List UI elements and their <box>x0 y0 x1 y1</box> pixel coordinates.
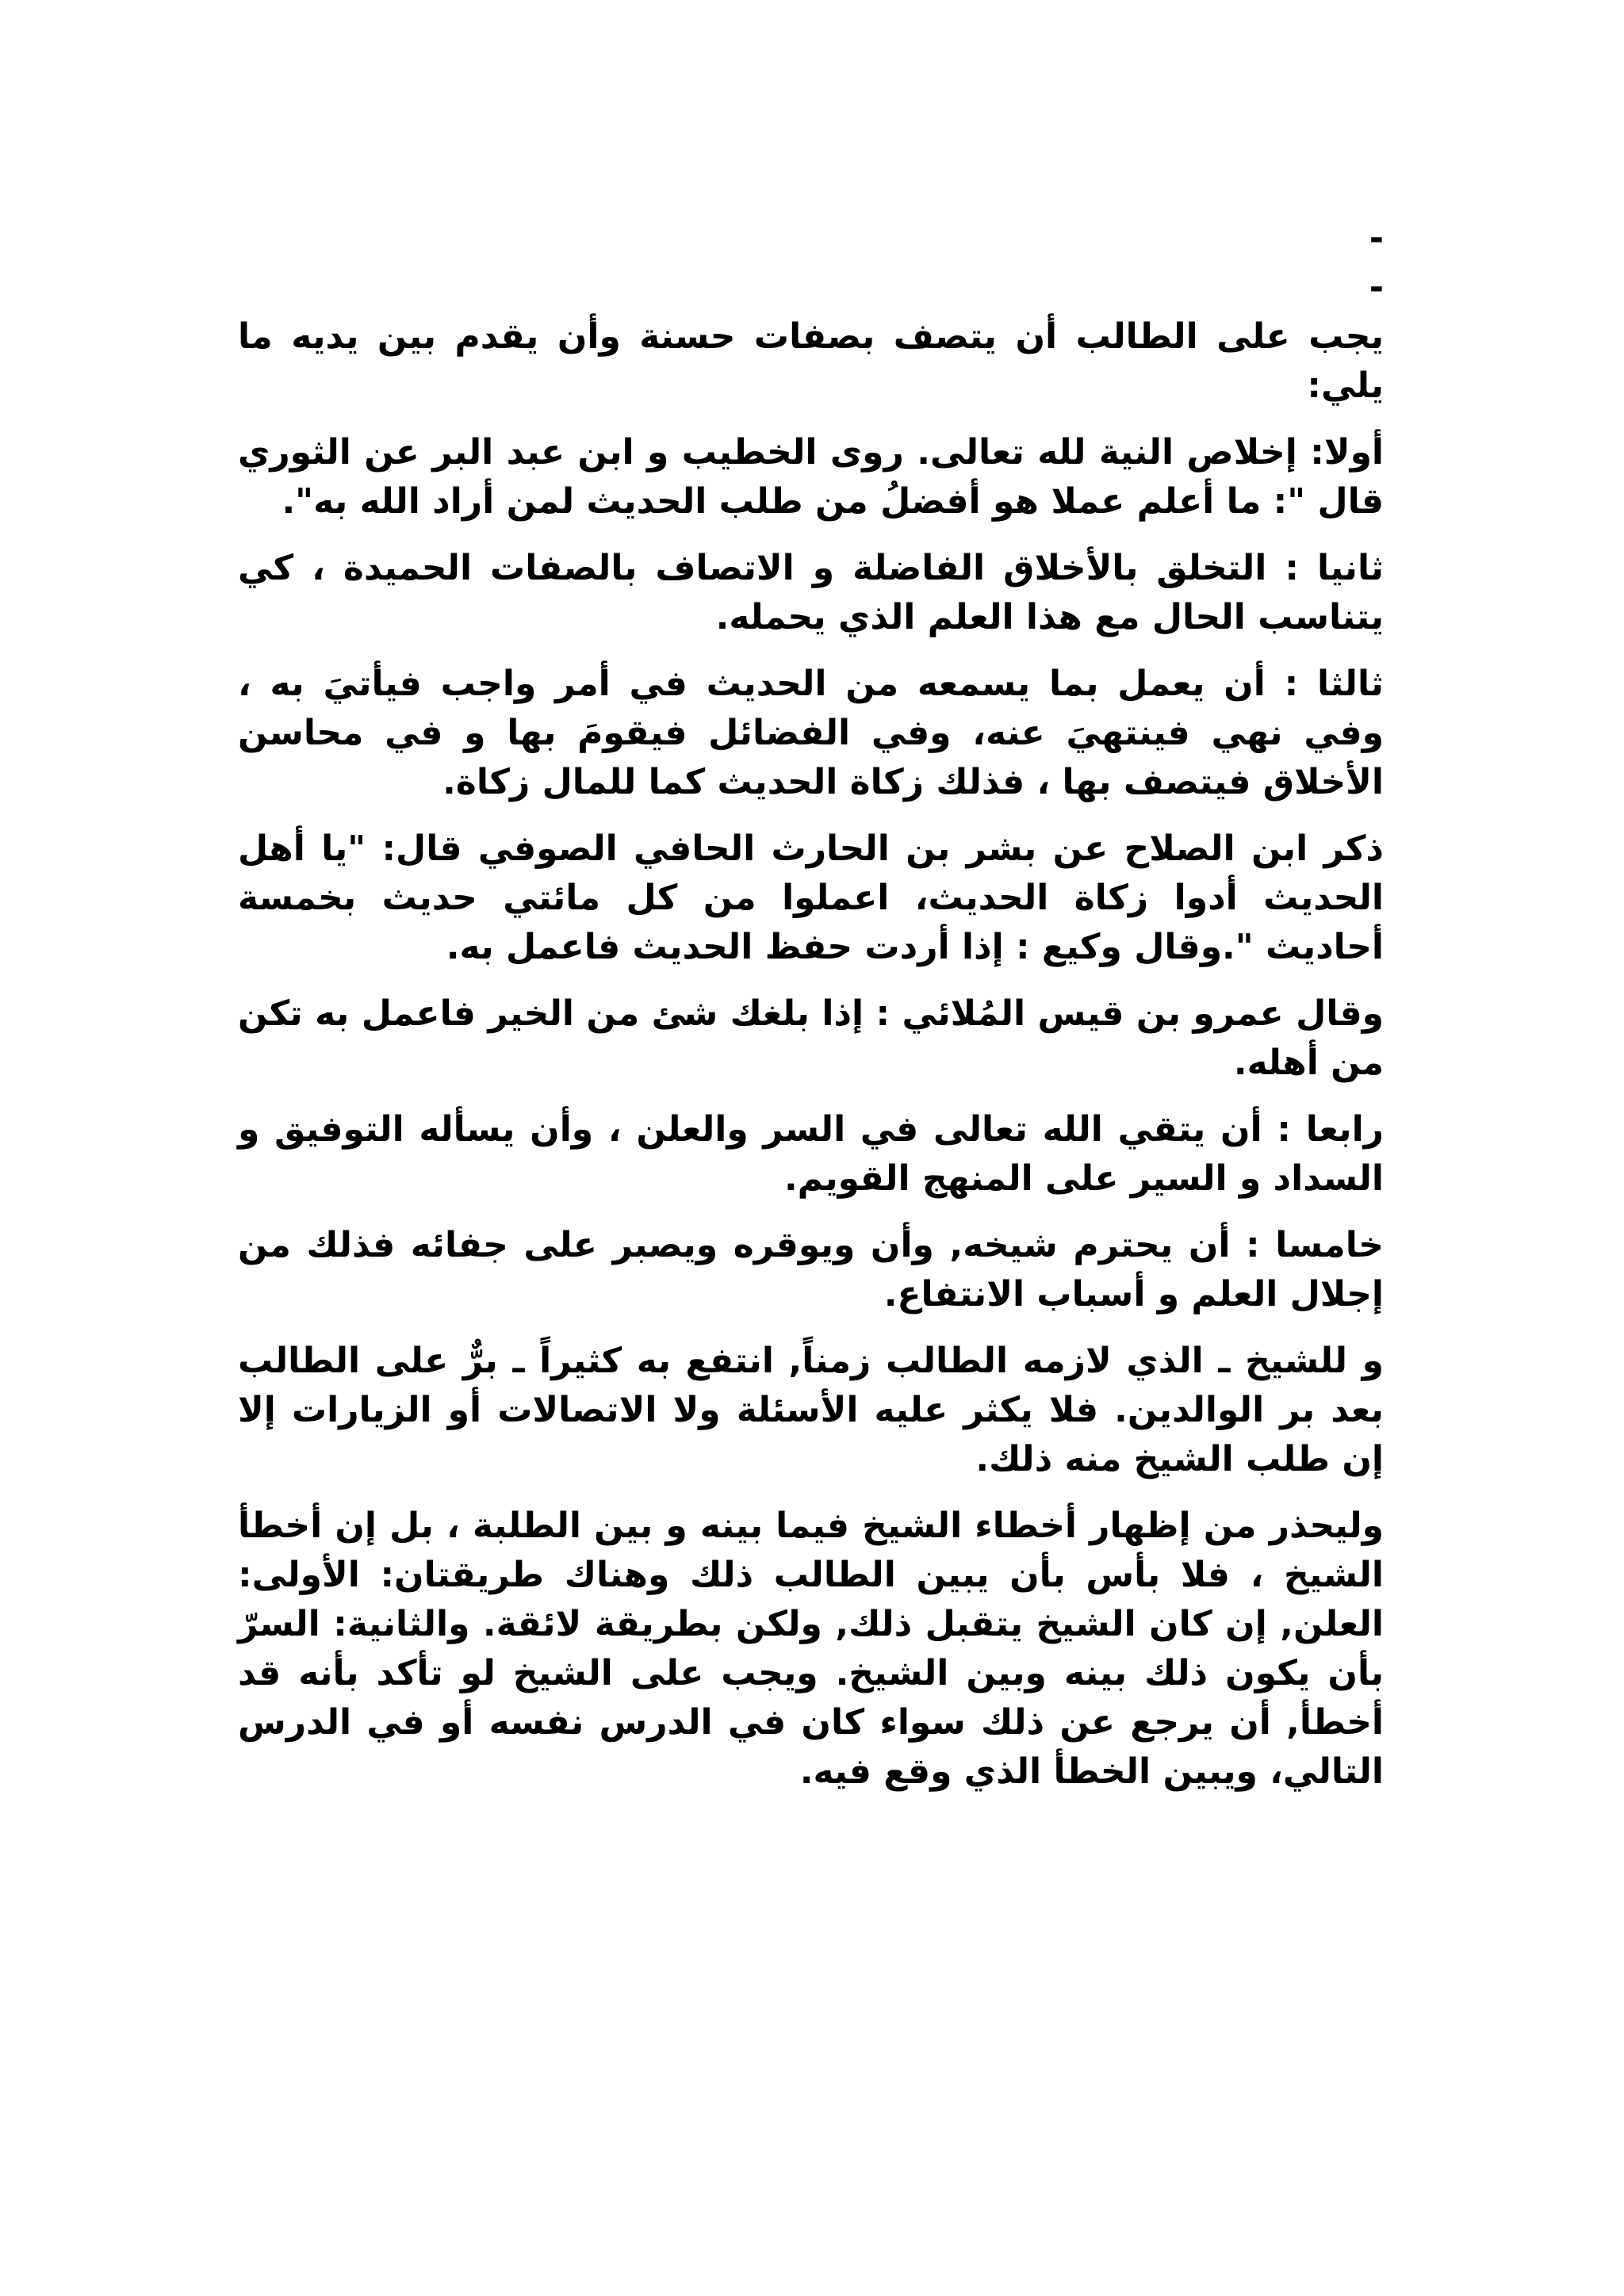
dash-mark: - <box>1369 267 1384 308</box>
paragraph-second-point: ثانيا : التخلق بالأخلاق الفاضلة و الاتصاف بالصفات الحميدة ، كي يتناسب الحال مع هذا العلم الذي يحمله. <box>238 548 1384 637</box>
document-page <box>238 214 1384 2244</box>
intro-paragraph: يجب على الطالب أن يتصف بصفات حسنة وأن يقدم بين يديه ما يلي: <box>238 316 1384 406</box>
paragraph-sheikh-rights: و للشيخ ـ الذي لازمه الطالب زمناً, انتفع به كثيراً ـ برٌّ على الطالب بعد بر الوالدين. فلا يكثر عليه الأسئلة ولا الاتصالات أو الزيارات إلا إن طلب الشيخ منه ذلك. <box>238 1341 1384 1479</box>
paragraph-ibn-salah-quote: ذكر ابن الصلاح عن بشر بن الحارث الحافي الصوفي قال: "يا أهل الحديث أدوا زكاة الحديث، اعملوا من كل مائتي حديث بخمسة أحاديث ".وقال وكيع : إذا أردت حفظ الحديث فاعمل به. <box>238 828 1384 967</box>
dash-mark: - <box>1369 218 1384 258</box>
paragraph-sheikh-errors: وليحذر من إظهار أخطاء الشيخ فيما بينه و بين الطلبة ، بل إن أخطأ الشيخ ، فلا بأس بأن يبين الطالب ذلك وهناك طريقتان: الأولى: العلن, إن كان الشيخ يتقبل ذلك, ولكن بطريقة لائقة. والثانية: السرّ بأن يكون ذلك بينه وبين الشيخ. ويجب على الشيخ لو تأكد بأنه قد أخطأ, أن يرجع عن ذلك سواء كان في الدرس نفسه أو في الدرس التالي، ويبين الخطأ الذي وقع فيه. <box>238 1506 1384 1792</box>
paragraph-fourth-point: رابعا : أن يتقي الله تعالى في السر والعلن ، وأن يسأله التوفيق و السداد و السير على المنهج القويم. <box>238 1109 1384 1199</box>
paragraph-fifth-point: خامسا : أن يحترم شيخه, وأن ويوقره ويصبر على جفائه فذلك من إجلال العلم و أسباب الانتفاع. <box>238 1225 1384 1314</box>
paragraph-third-point: ثالثا : أن يعمل بما يسمعه من الحديث في أمر واجب فيأتيَ به ، وفي نهي فينتهيَ عنه، وفي الفضائل فيقومَ بها و في محاسن الأخلاق فيتصف بها ، فذلك زكاة الحديث كما للمال زكاة. <box>238 664 1384 802</box>
paragraph-amr-quote: وقال عمرو بن قيس المُلائي : إذا بلغك شئ من الخير فاعمل به تكن من أهله. <box>238 993 1384 1083</box>
paragraph-first-point: أولا: إخلاص النية لله تعالى. روى الخطيب و ابن عبد البر عن الثوري قال ": ما أعلم عملا هو أفضلُ من طلب الحديث لمن أراد الله به". <box>238 432 1384 522</box>
